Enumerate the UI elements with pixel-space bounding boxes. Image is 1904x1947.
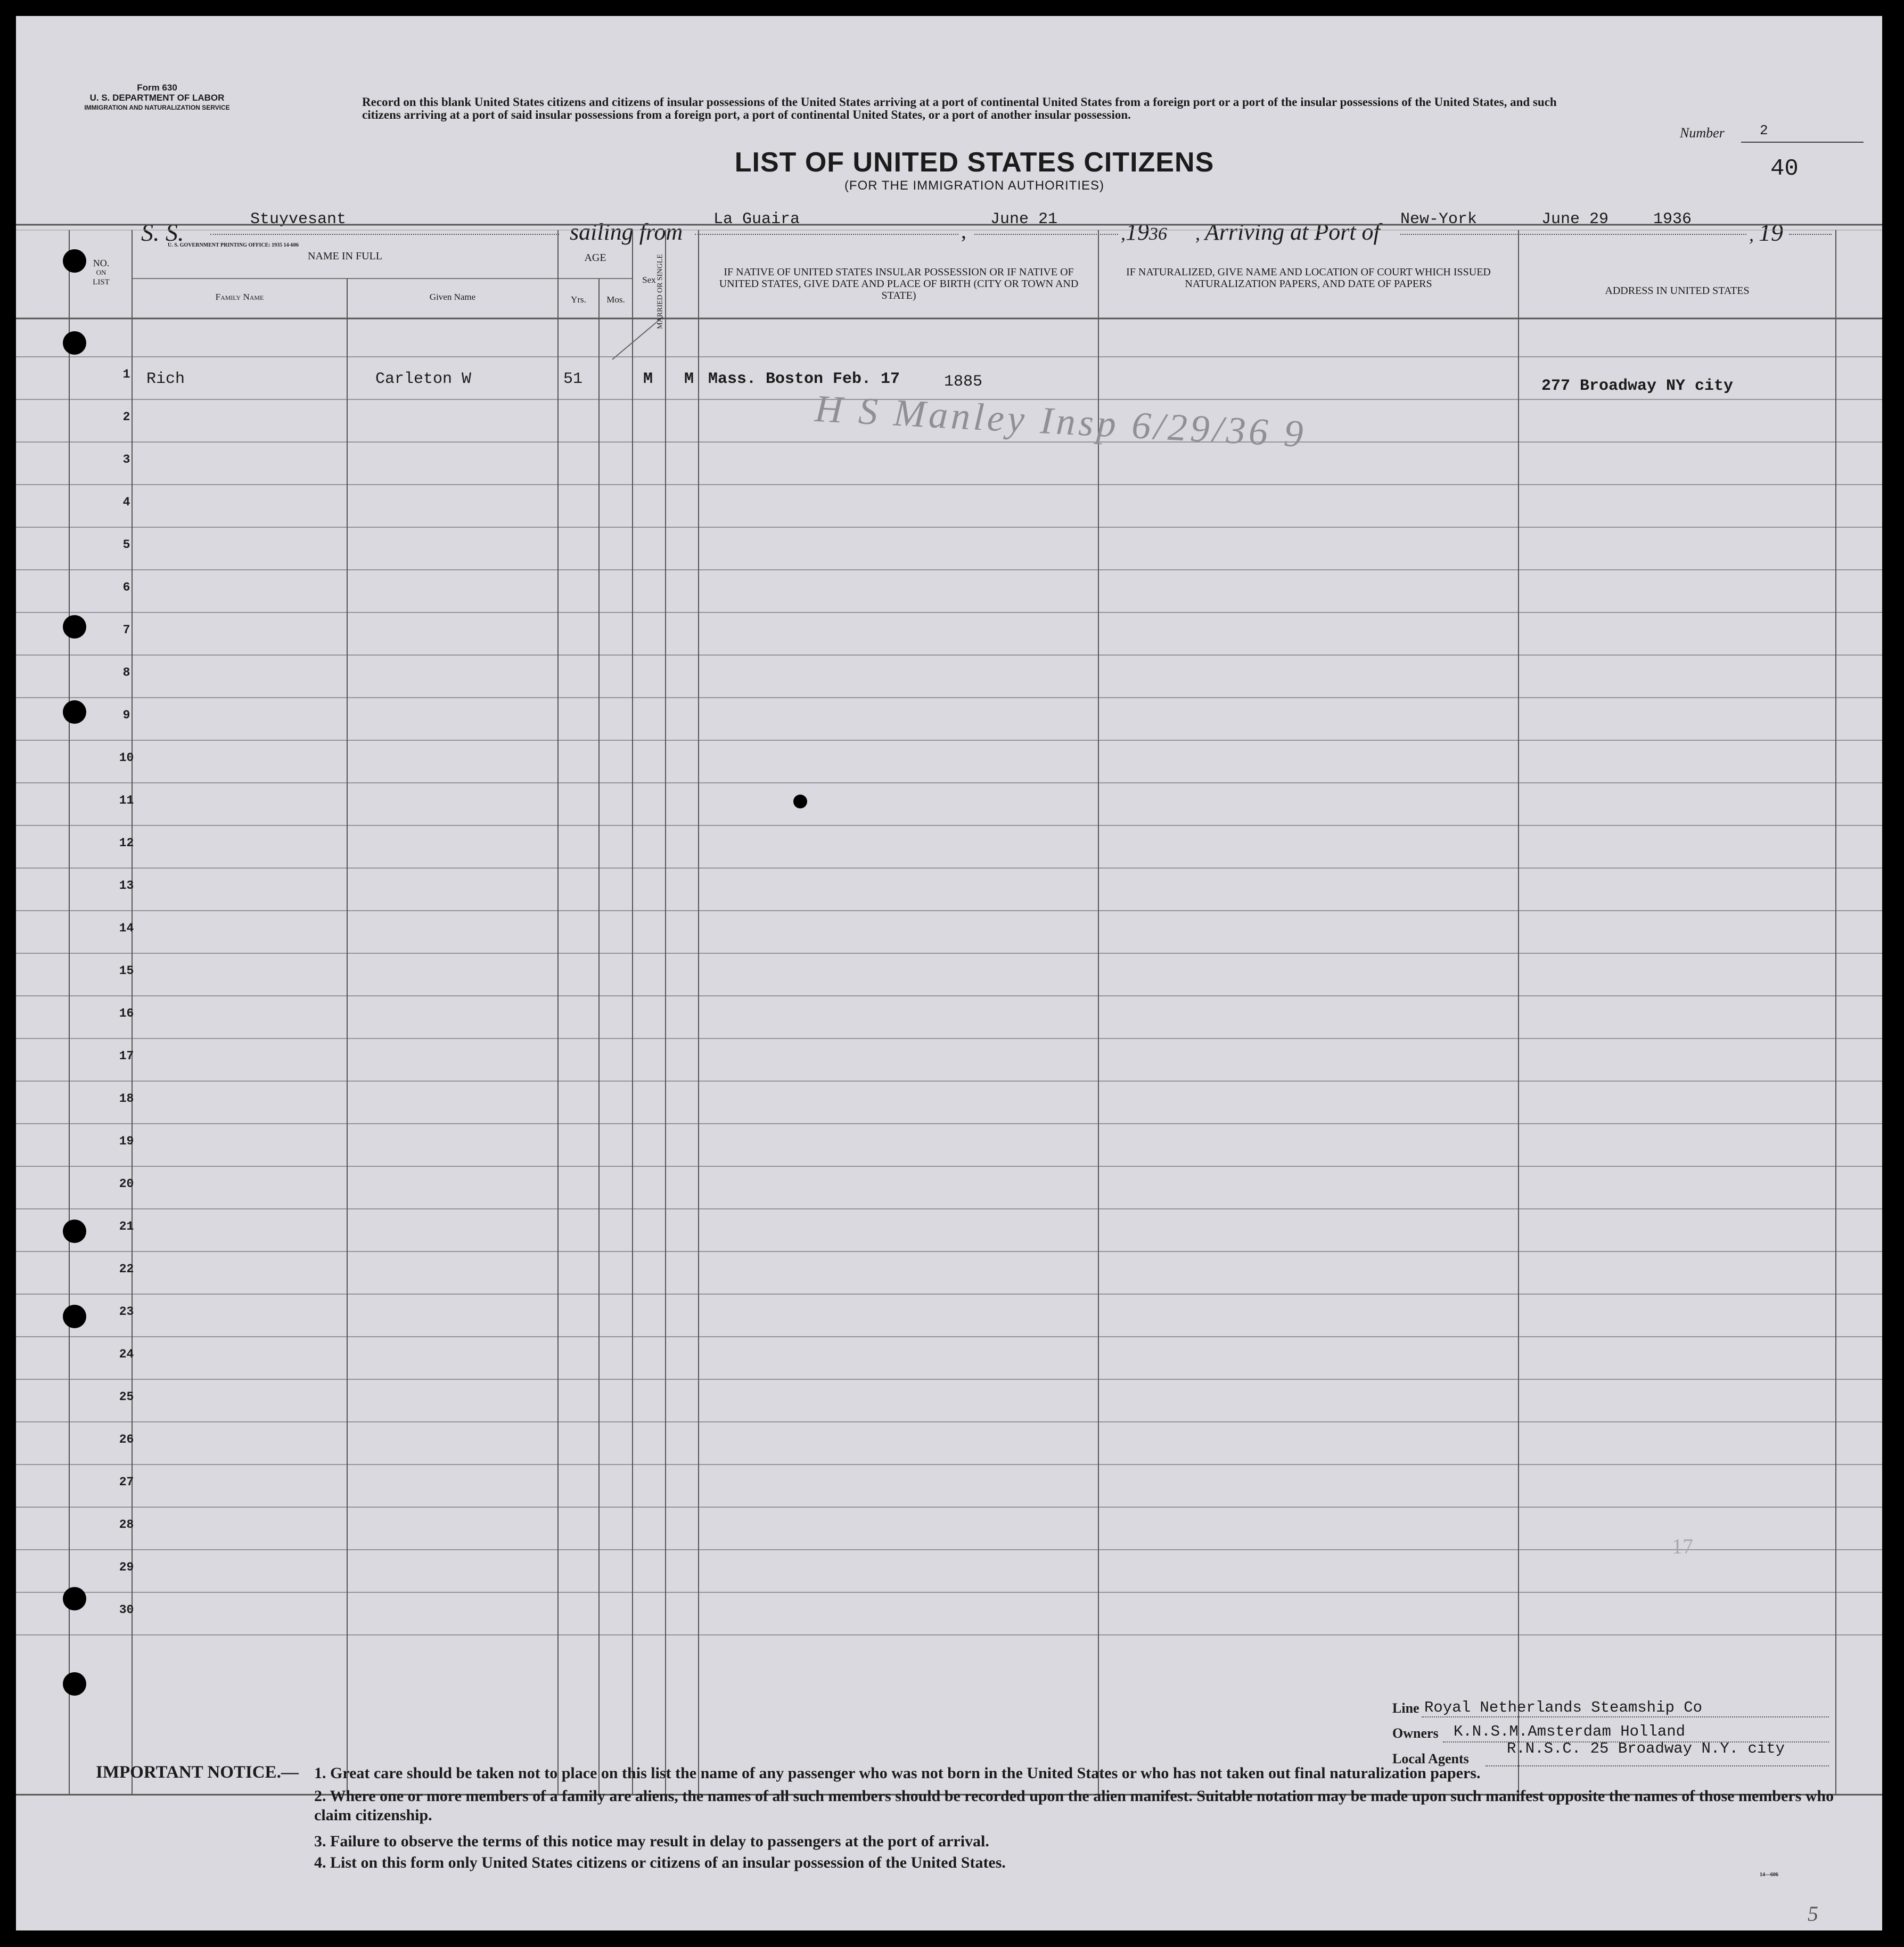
- col-married-single: MARRIED OR SINGLE: [656, 254, 664, 329]
- entry-age-yrs: 51: [563, 370, 583, 388]
- punch-hole: [63, 249, 86, 273]
- row-number: 2: [122, 410, 130, 424]
- row-number: 24: [119, 1347, 134, 1361]
- row-lines: [16, 357, 1882, 1635]
- punch-hole: [63, 1220, 86, 1243]
- page-subtitle: (FOR THE IMMIGRATION AUTHORITIES): [844, 178, 1105, 193]
- corner-mark: 5: [1808, 1902, 1818, 1926]
- local-agents-label: Local Agents: [1392, 1751, 1469, 1766]
- inspector-annotation: H S Manley Insp 6/29/36 9: [814, 387, 1308, 456]
- row-number: 25: [119, 1390, 134, 1404]
- manifest-sheet: [16, 16, 1882, 1930]
- year-printed: ,1936: [1121, 219, 1167, 245]
- manifest-grid: [16, 16, 1882, 1930]
- row-number: 29: [119, 1560, 134, 1574]
- line-label: Line: [1392, 1700, 1419, 1716]
- col-family-name: Family Name: [215, 292, 264, 302]
- gpo-note: U. S. GOVERNMENT PRINTING OFFICE: 1935 14-606: [168, 242, 299, 248]
- col-no-label: NO.: [93, 258, 110, 268]
- punch-hole: [63, 1587, 86, 1610]
- form-number: Form 630: [137, 83, 177, 93]
- margin-note: 17: [1672, 1534, 1693, 1558]
- year-suffix-text: 19: [1759, 219, 1783, 246]
- entry-family-name: Rich: [146, 370, 185, 388]
- row-number: 27: [119, 1475, 134, 1489]
- year-printed-text: 19: [1126, 219, 1149, 245]
- punch-hole: [63, 331, 86, 355]
- col-list-label: LIST: [93, 278, 110, 287]
- column-lines: [16, 225, 1882, 1795]
- local-agents-value: R.N.S.C. 25 Broadway N.Y. city: [1507, 1740, 1785, 1757]
- row-number: 17: [119, 1049, 134, 1063]
- owners-value: K.N.S.M.Amsterdam Holland: [1454, 1723, 1686, 1740]
- entry-birth: Mass. Boston Feb. 17: [708, 370, 900, 388]
- entry-married: M: [684, 370, 694, 388]
- row-number: 10: [119, 751, 134, 765]
- row-number: 26: [119, 1433, 134, 1446]
- department-name: U. S. DEPARTMENT OF LABOR: [89, 93, 225, 103]
- row-number: 9: [122, 708, 130, 722]
- row-number: 16: [119, 1007, 134, 1020]
- row-number: 11: [119, 793, 134, 807]
- sheet-number: 40: [1770, 156, 1799, 182]
- date-from: June 21: [990, 210, 1058, 228]
- row-number: 19: [119, 1134, 134, 1148]
- row-number: 18: [119, 1092, 134, 1106]
- punch-hole: [63, 1672, 86, 1696]
- row-number: 14: [119, 921, 134, 935]
- col-native-birth: IF NATIVE OF UNITED STATES INSULAR POSSESSION OR IF NATIVE OF UNITED STATES, GIVE DATE AND PLACE OF BIRTH (CITY OR TOWN AND STATE): [719, 266, 1079, 301]
- row-number: 23: [119, 1305, 134, 1319]
- entry-address: 277 Broadway NY city: [1541, 377, 1734, 395]
- notice-heading: IMPORTANT NOTICE.—: [96, 1763, 299, 1782]
- col-address: ADDRESS IN UNITED STATES: [1605, 285, 1750, 297]
- col-sex: Sex: [642, 275, 656, 285]
- row-number: 6: [122, 580, 130, 594]
- row-number: 12: [119, 836, 134, 850]
- year-handwritten: 36: [1149, 224, 1167, 244]
- notice-item-3: 3. Failure to observe the terms of this notice may result in delay to passengers at the port of arrival.: [314, 1833, 989, 1850]
- row-number: 13: [119, 879, 134, 893]
- row-number: 1: [122, 367, 130, 381]
- sailing-label: sailing from: [570, 219, 683, 245]
- line-fill-line: [1422, 1716, 1829, 1717]
- row-number: 8: [122, 666, 130, 680]
- instructions-text: Record on this blank United States citizens and citizens of insular possessions of the United States arriving at a port of continental United States from a foreign port or a port of the insular possessions of the United States, and such citizens arriving at a port of said insular possessions from a foreign port, a port of continental United States, or a port of another insular possession.: [362, 95, 1557, 121]
- row-number: 20: [119, 1177, 134, 1191]
- entry-birth-year: 1885: [944, 373, 983, 391]
- row-number: 7: [122, 623, 130, 637]
- owners-label: Owners: [1392, 1725, 1439, 1741]
- entry-given-name: Carleton W: [375, 370, 472, 388]
- row-number: 15: [119, 964, 134, 978]
- row-number: 4: [122, 495, 130, 509]
- comma-1: ,: [961, 219, 966, 243]
- col-on-label: ON: [96, 268, 106, 276]
- page-title: LIST OF UNITED STATES CITIZENS: [734, 147, 1214, 178]
- line-value: Royal Netherlands Steamship Co: [1424, 1699, 1703, 1716]
- col-age-yrs: Yrs.: [571, 294, 586, 305]
- year-to: 1936: [1653, 210, 1692, 228]
- ss-label: S. S.: [141, 219, 184, 246]
- row-number: 5: [122, 538, 130, 552]
- number-label: Number: [1680, 125, 1725, 141]
- ship-name: Stuyvesant: [250, 210, 347, 228]
- row-number: 28: [119, 1518, 134, 1532]
- service-name: IMMIGRATION AND NATURALIZATION SERVICE: [84, 104, 230, 111]
- port-to: New-York: [1400, 210, 1478, 228]
- number-value: 2: [1760, 122, 1768, 138]
- punch-hole: [63, 615, 86, 639]
- col-age: AGE: [584, 252, 606, 264]
- punch-hole: [63, 1305, 86, 1328]
- row-number: 3: [122, 453, 130, 467]
- col-naturalized: IF NATURALIZED, GIVE NAME AND LOCATION OF COURT WHICH ISSUED NATURALIZATION PAPERS, AND DATE OF PAPERS: [1126, 266, 1491, 290]
- year-suffix: , 19: [1749, 219, 1783, 246]
- arriving-label-text: Arriving at Port of: [1205, 219, 1380, 245]
- punch-hole: [63, 700, 86, 724]
- col-age-mos: Mos.: [606, 294, 625, 305]
- entry-sex: M: [643, 370, 653, 388]
- col-name-in-full: NAME IN FULL: [308, 250, 382, 262]
- date-to: June 29: [1541, 210, 1609, 228]
- row-number: 21: [119, 1220, 134, 1233]
- col-given-name: Given Name: [429, 292, 476, 302]
- notice-item-4: 4. List on this form only United States citizens or citizens of an insular possession of the United States.: [314, 1854, 1006, 1871]
- row-number: 30: [119, 1603, 134, 1617]
- row-number: 22: [119, 1262, 134, 1276]
- port-from: La Guaira: [713, 210, 800, 228]
- footer-code: 14—606: [1760, 1872, 1778, 1878]
- notice-item-2: 2. Where one or more members of a family are aliens, the names of all such members should be recorded upon the alien manifest. Suitable notation may be made upon such manifest opposite the names of those members who claim citizenship.: [314, 1787, 1834, 1824]
- arriving-label: , Arriving at Port of: [1195, 219, 1380, 245]
- ink-spot: [793, 795, 807, 808]
- notice-item-1: 1. Great care should be taken not to place on this list the name of any passenger who was not born in the United States or who has not taken out final naturalization papers.: [314, 1764, 1481, 1782]
